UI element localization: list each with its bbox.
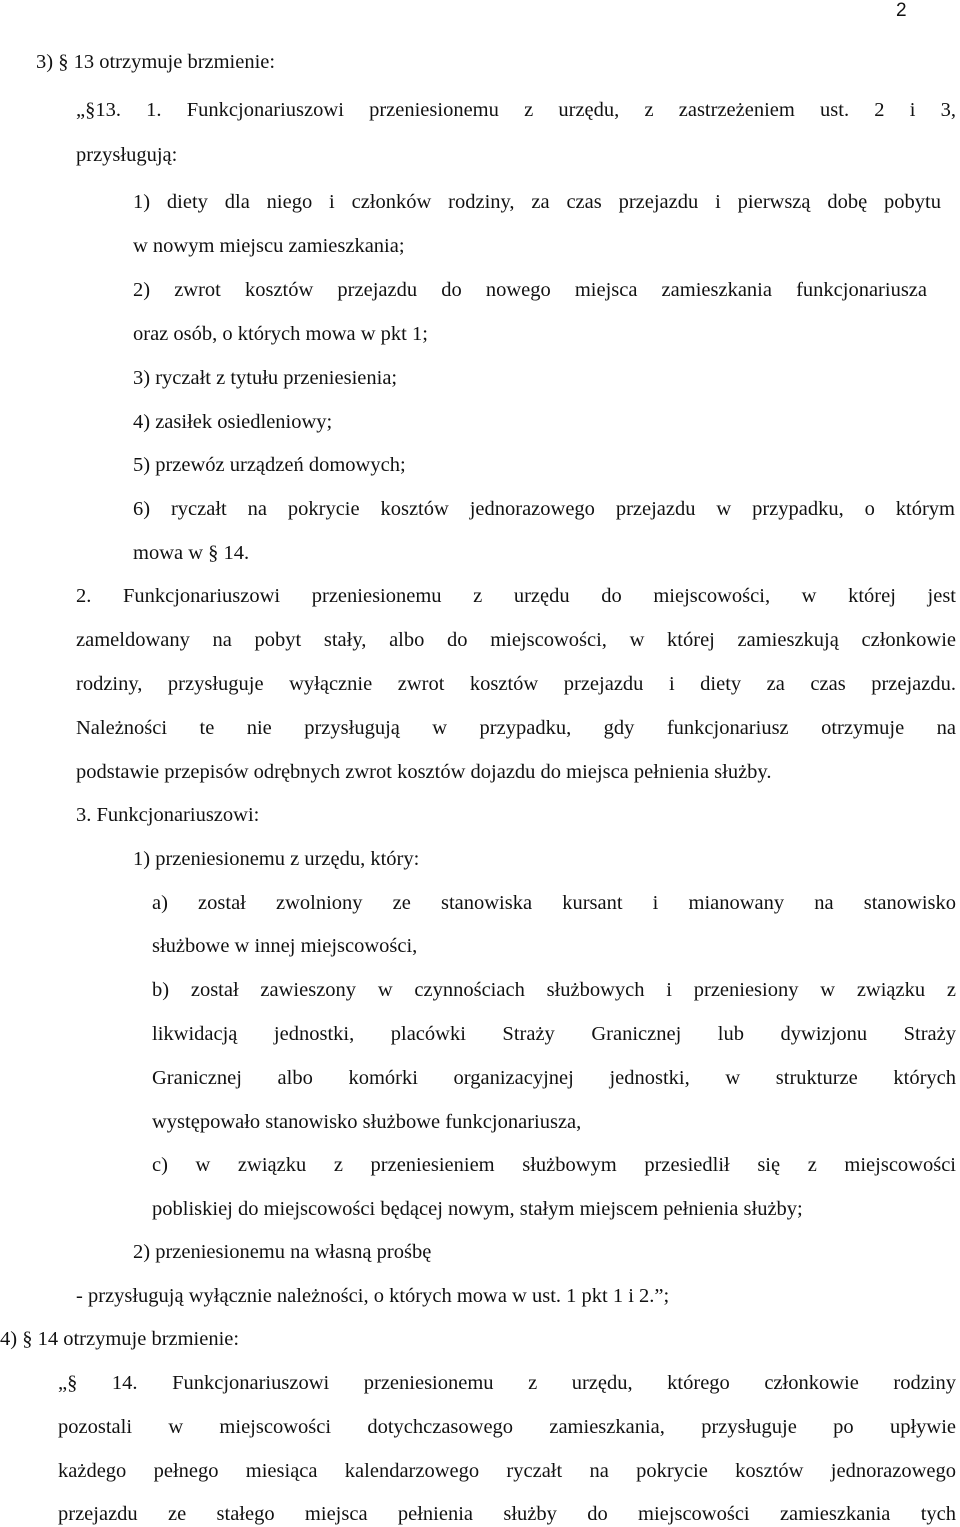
page-number: 2 — [896, 0, 907, 21]
text-line: przejazdu ze stałego miejsca pełnienia służby do miejscowości zamieszkania tych — [58, 1503, 956, 1525]
text-line: w nowym miejscu zamieszkania; — [133, 235, 405, 257]
text-line: 2. Funkcjonariuszowi przeniesionemu z urzędu do miejscowości, w której jest — [76, 585, 956, 607]
text-line: „§ 14. Funkcjonariuszowi przeniesionemu z urzędu, którego członkowie rodziny — [58, 1372, 956, 1394]
text-line: służbowe w innej miejscowości, — [152, 935, 418, 957]
text-line: mowa w § 14. — [133, 542, 250, 564]
text-line: b) został zawieszony w czynnościach służbowych i przeniesiony w związku z — [152, 979, 956, 1001]
text-line: 3) ryczałt z tytułu przeniesienia; — [133, 367, 398, 389]
text-line: 1) diety dla niego i członków rodziny, za czas przejazdu i pierwszą dobę pobytu — [133, 191, 941, 213]
text-line: podstawie przepisów odrębnych zwrot kosztów dojazdu do miejsca pełnienia służby. — [76, 761, 772, 783]
text-line: 3) § 13 otrzymuje brzmienie: — [36, 51, 276, 73]
text-line: występowało stanowisko służbowe funkcjonariusza, — [152, 1111, 582, 1133]
text-line: 6) ryczałt na pokrycie kosztów jednorazowego przejazdu w przypadku, o którym — [133, 498, 955, 520]
text-line: 4) § 14 otrzymuje brzmienie: — [0, 1328, 240, 1350]
text-line: 5) przewóz urządzeń domowych; — [133, 454, 406, 476]
text-line: 2) zwrot kosztów przejazdu do nowego miejsca zamieszkania funkcjonariusza — [133, 279, 927, 301]
text-line: likwidacją jednostki, placówki Straży Granicznej lub dywizjonu Straży — [152, 1023, 956, 1045]
text-line: pobliskiej do miejscowości będącej nowym, stałym miejscem pełnienia służby; — [152, 1198, 803, 1220]
text-line: oraz osób, o których mowa w pkt 1; — [133, 323, 428, 345]
text-line: rodziny, przysługuje wyłącznie zwrot kosztów przejazdu i diety za czas przejazdu. — [76, 673, 956, 695]
text-line: c) w związku z przeniesieniem służbowym przesiedlił się z miejscowości — [152, 1154, 956, 1176]
text-line: zameldowany na pobyt stały, albo do miejscowości, w której zamieszkują członkowie — [76, 629, 956, 651]
text-line: 3. Funkcjonariuszowi: — [76, 804, 260, 826]
text-line: - przysługują wyłącznie należności, o których mowa w ust. 1 pkt 1 i 2.”; — [76, 1285, 670, 1307]
text-line: każdego pełnego miesiąca kalendarzowego ryczałt na pokrycie kosztów jednorazowego — [58, 1460, 956, 1482]
text-line: Granicznej albo komórki organizacyjnej jednostki, w strukturze których — [152, 1067, 956, 1089]
text-line: „§13. 1. Funkcjonariuszowi przeniesionemu z urzędu, z zastrzeżeniem ust. 2 i 3, — [76, 99, 956, 121]
text-line: Należności te nie przysługują w przypadku, gdy funkcjonariusz otrzymuje na — [76, 717, 956, 739]
text-line: pozostali w miejscowości dotychczasowego zamieszkania, przysługuje po upływie — [58, 1416, 956, 1438]
text-line: 1) przeniesionemu z urzędu, który: — [133, 848, 420, 870]
text-line: 2) przeniesionemu na własną prośbę — [133, 1241, 432, 1263]
text-line: 4) zasiłek osiedleniowy; — [133, 411, 333, 433]
text-line: przysługują: — [76, 144, 178, 166]
text-line: a) został zwolniony ze stanowiska kursant i mianowany na stanowisko — [152, 892, 956, 914]
